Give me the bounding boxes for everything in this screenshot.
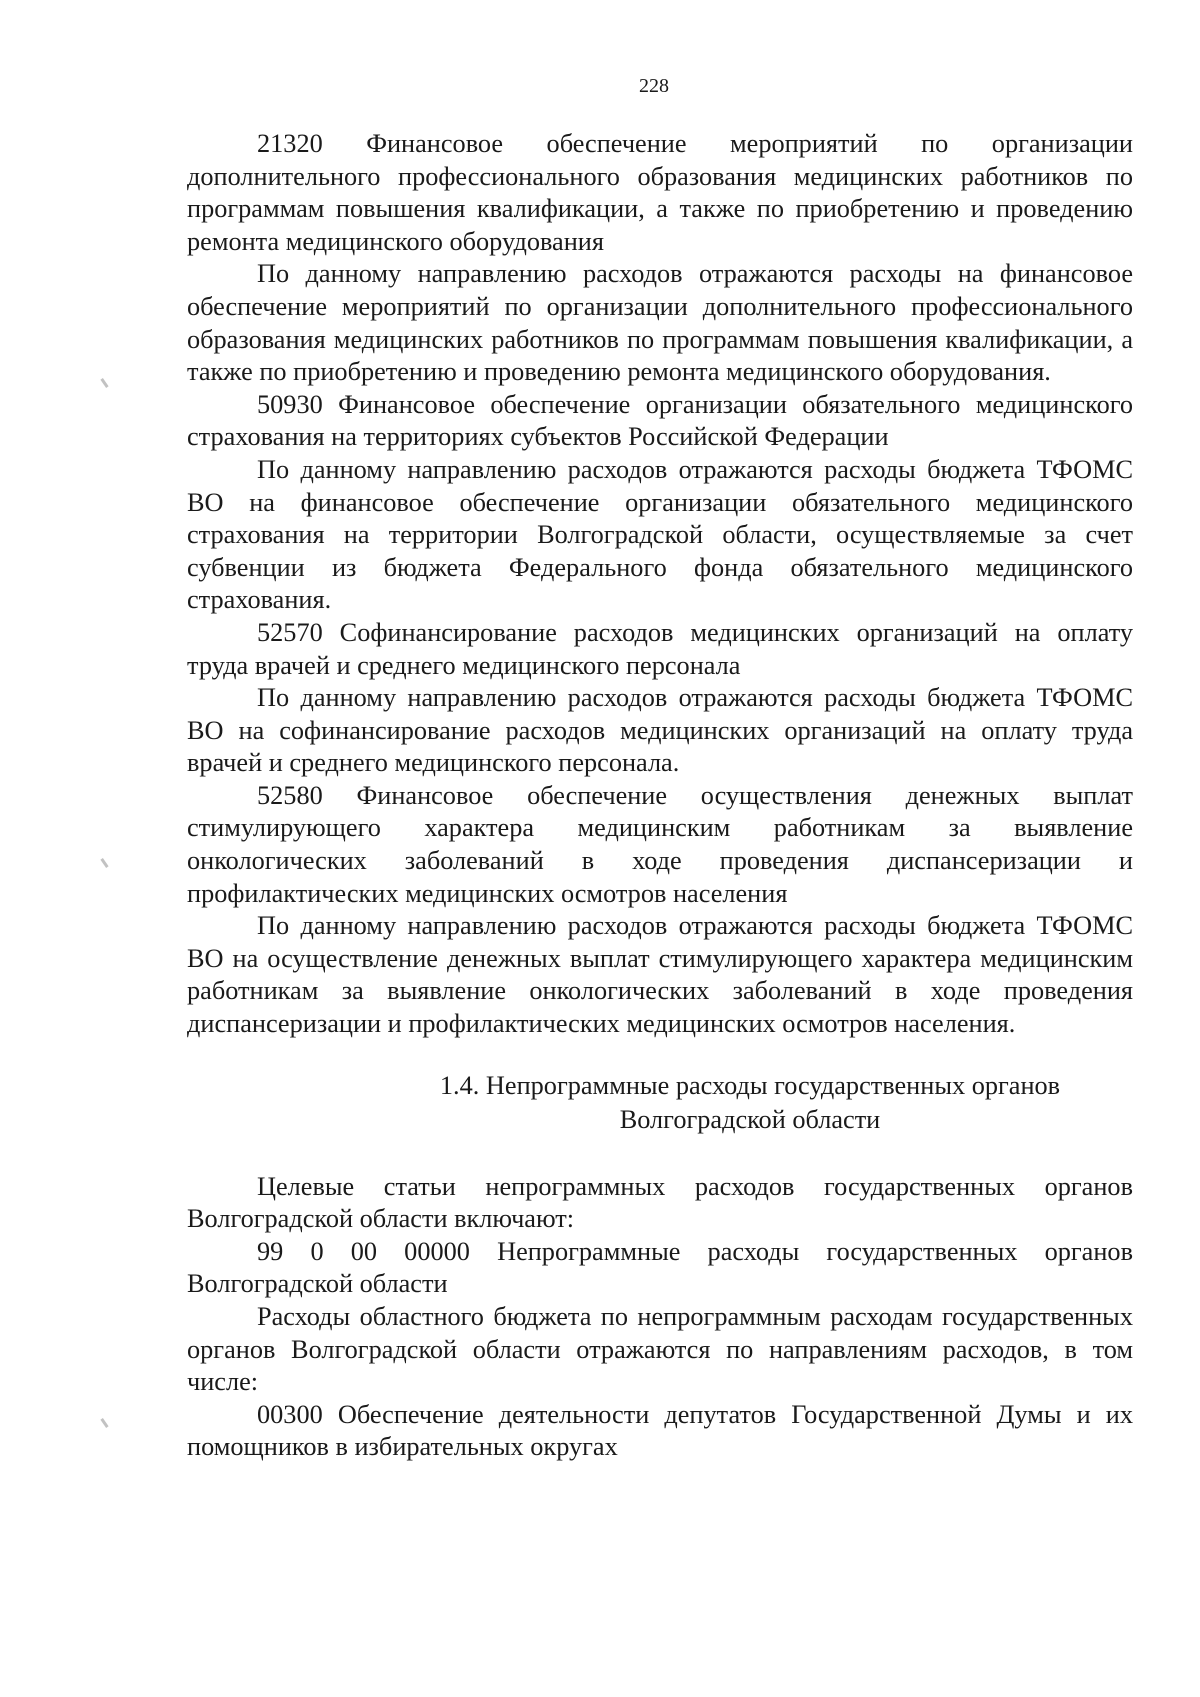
paragraph-00300-title: 00300 Обеспечение деятельности депутатов Государственной Думы и их помощников в избирательных округах [187,1399,1133,1462]
paragraph-50930-title: 50930 Финансовое обеспечение организации обязательного медицинского страхования на территориях субъектов Российской Федерации [187,389,1133,452]
section-heading-line-1: 1.4. Непрограммные расходы государственных органов [439,1070,1061,1100]
paragraph-52570-title: 52570 Софинансирование расходов медицинских организаций на оплату труда врачей и среднего медицинского персонала [187,617,1133,680]
document-body [187,128,1133,1464]
scan-speck [100,378,108,388]
page-number: 228 [639,75,669,97]
paragraph-expenses-directions: Расходы областного бюджета по непрограммным расходам государственных органов Волгоградской области отражаются по направлениям расходов, в том числе: [187,1302,1133,1397]
section-heading [187,1069,1133,1137]
paragraph-52570-description: По данному направлению расходов отражаются расходы бюджета ТФОМС ВО на софинансирование расходов медицинских организаций на оплату труда врачей и среднего медицинского персонала. [187,683,1133,778]
scan-speck [100,1418,108,1428]
paragraph-21320-title: 21320 Финансовое обеспечение мероприятий по организации дополнительного профессионального образования медицинских работников по программам повышения квалификации, а также по приобретению и проведению ремонта медицинского оборудования [187,129,1133,256]
paragraph-52580-description: По данному направлению расходов отражаются расходы бюджета ТФОМС ВО на осуществление денежных выплат стимулирующего характера медицинским работникам за выявление онкологических заболеваний в ходе проведения диспансеризации и профилактических медицинских осмотров населения. [187,911,1133,1039]
paragraph-52580-title: 52580 Финансовое обеспечение осуществления денежных выплат стимулирующего характера медицинским работникам за выявление онкологических заболеваний в ходе проведения диспансеризации и профилактических медицинских осмотров населения [187,780,1133,908]
paragraph-50930-description: По данному направлению расходов отражаются расходы бюджета ТФОМС ВО на финансовое обеспечение организации обязательного медицинского страхования на территории Волгоградской области, осуществляемые за счет субвенции из бюджета Федерального фонда обязательного медицинского страхования. [187,454,1133,615]
paragraph-target-articles-intro: Целевые статьи непрограммных расходов государственных органов Волгоградской области включают: [187,1171,1133,1234]
paragraph-99-0-00-00000: 99 0 00 00000 Непрограммные расходы государственных органов Волгоградской области [187,1236,1133,1299]
paragraph-21320-description: По данному направлению расходов отражаются расходы на финансовое обеспечение мероприятий по организации дополнительного профессионального образования медицинских работников по программам повышения квалификации, а также по приобретению и проведению ремонта медицинского оборудования. [187,259,1133,387]
section-heading-line-2: Волгоградской области [619,1104,881,1134]
scan-speck [100,858,108,868]
